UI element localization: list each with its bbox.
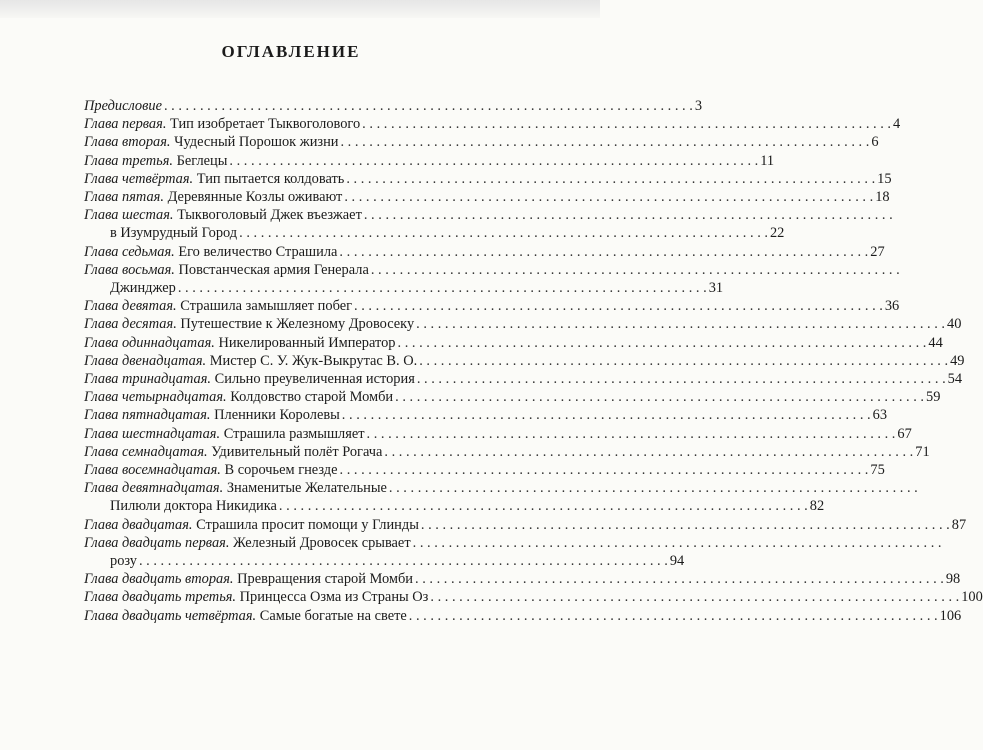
chapter-title: Страшила просит помощи у Глинды: [196, 516, 419, 533]
toc-entry-text: [84, 479, 387, 497]
dot-leader: [419, 352, 948, 370]
chapter-title: Беглецы: [176, 152, 228, 169]
dot-leader: [279, 497, 808, 515]
chapter-number: Глава шестнадцатая.: [84, 425, 221, 442]
chapter-title: Чудесный Порошок жизни: [174, 134, 339, 151]
toc-entry-line: [84, 334, 943, 352]
toc-entry: [84, 261, 724, 297]
page-number: 40: [947, 316, 962, 333]
toc-entry-line: [84, 388, 941, 406]
toc-entry-line: [84, 479, 498, 497]
toc-entry-text: [84, 425, 365, 443]
chapter-title-continuation: Пилюли доктора Никидика: [110, 498, 277, 515]
chapter-number: Глава девятнадцатая.: [84, 480, 224, 497]
chapter-number: Глава двадцать третья.: [84, 589, 237, 606]
toc-entry-text: [84, 406, 340, 424]
page-number: 100: [961, 589, 983, 606]
chapter-number: Глава двадцатая.: [84, 516, 193, 533]
toc-entry: [84, 170, 892, 188]
chapter-title: Его величество Страшила: [178, 243, 338, 260]
toc-entry-line: [84, 443, 930, 461]
chapter-title: Самые богатые на свете: [259, 607, 407, 624]
page-title: ОГЛАВЛЕНИЕ: [221, 42, 361, 61]
toc-entry-line: [84, 133, 879, 151]
chapter-number: Глава одиннадцатая.: [84, 334, 215, 351]
chapter-title: Удивительный полёт Рогача: [211, 443, 383, 460]
chapter-number: Глава двадцать четвёртая.: [84, 607, 257, 624]
chapter-title-continuation: Джинджер: [110, 280, 176, 297]
dot-leader: [395, 388, 924, 406]
toc-entry-line: [84, 534, 498, 552]
dot-leader: [413, 534, 942, 552]
chapter-title: Тип изобретает Тыквоголового: [170, 116, 361, 133]
chapter-number: Глава десятая.: [84, 316, 177, 333]
toc-entry-text: [84, 370, 415, 388]
page-number: 82: [809, 498, 825, 515]
dot-leader: [139, 552, 668, 570]
dot-leader: [389, 479, 918, 497]
page-number: 106: [939, 607, 962, 624]
dot-leader: [430, 588, 959, 606]
chapter-number: Глава двенадцатая.: [84, 352, 207, 369]
dot-leader: [416, 315, 945, 333]
toc-entry-line: [84, 370, 963, 388]
toc-entry: [84, 297, 900, 315]
toc-entry: [84, 516, 967, 534]
toc-entry-text: [84, 607, 407, 625]
dot-leader: [239, 224, 768, 242]
chapter-number: Предисловие: [84, 98, 162, 114]
chapter-title: Тип пытается колдовать: [196, 170, 345, 187]
dot-leader: [367, 425, 896, 443]
dot-leader: [362, 115, 891, 133]
toc-entry-line: [84, 170, 892, 188]
toc-entry: [84, 334, 943, 352]
page-number: 49: [950, 352, 965, 369]
chapter-number: Глава первая.: [84, 116, 167, 133]
toc-entry-continuation-line: [84, 552, 685, 570]
chapter-title: Никелированный Император: [218, 334, 396, 351]
page-number: 36: [884, 298, 900, 315]
toc-entry: [84, 406, 888, 424]
chapter-title: Тыквоголовый Джек въезжает: [177, 207, 362, 224]
chapter-number: Глава шестая.: [84, 207, 174, 224]
chapter-number: Глава восьмая.: [84, 261, 175, 278]
toc-entry-text: [84, 443, 382, 461]
toc-entry-text: [84, 206, 362, 224]
toc-entry: [84, 206, 785, 242]
toc-entry: [84, 133, 879, 151]
toc-entry-line: [84, 607, 962, 625]
dot-leader: [354, 297, 883, 315]
toc-entry-continuation-line: [84, 497, 825, 515]
toc-entry-line: [84, 461, 885, 479]
toc-entry-line: [84, 570, 961, 588]
chapter-title: Железный Дровосек срывает: [233, 534, 411, 551]
toc-entry: [84, 534, 685, 570]
toc-entry: [84, 588, 983, 606]
dot-leader: [417, 370, 946, 388]
toc-entry-text: [84, 516, 419, 534]
toc-entry: [84, 115, 901, 133]
page-number: 54: [947, 371, 963, 388]
dot-leader: [409, 607, 938, 625]
chapter-title: Деревянные Козлы оживают: [167, 189, 343, 206]
toc-entry-text: [84, 243, 337, 261]
chapter-title: Повстанческая армия Генерала: [178, 261, 369, 278]
chapter-number: Глава пятнадцатая.: [84, 407, 211, 424]
dot-leader: [346, 170, 875, 188]
dot-leader: [342, 406, 871, 424]
page-number: 3: [694, 98, 703, 114]
dot-leader: [371, 261, 900, 279]
chapter-number: Глава двадцать вторая.: [84, 571, 234, 588]
toc-entry-text: [84, 570, 413, 588]
toc-entry: [84, 243, 885, 261]
toc-entry-line: [84, 188, 890, 206]
dot-leader: [229, 152, 758, 170]
page-number: 98: [945, 571, 961, 588]
chapter-number: Глава восемнадцатая.: [84, 462, 221, 479]
page-number: 44: [928, 334, 943, 351]
toc-entry: [84, 97, 703, 115]
chapter-number: Глава четырнадцатая.: [84, 389, 227, 406]
dot-leader: [364, 206, 893, 224]
page-number: 31: [708, 280, 724, 297]
toc-entry-text: [84, 261, 369, 279]
dot-leader: [340, 461, 869, 479]
toc-entry: [84, 315, 962, 333]
page-number: 67: [897, 425, 912, 442]
chapter-title: Принцесса Озма из Страны Оз: [239, 589, 429, 606]
toc-entry-line: [84, 115, 901, 133]
toc-entry-continuation-line: [84, 224, 785, 242]
toc-entry-line: [84, 315, 962, 333]
chapter-number: Глава девятая.: [84, 298, 177, 315]
toc-entry-text: [84, 170, 344, 188]
page-number: 4: [893, 116, 901, 133]
dot-leader: [339, 243, 868, 261]
toc-entry-text: [84, 534, 411, 552]
chapter-number: Глава четвёртая.: [84, 170, 194, 187]
toc-entry-line: [84, 206, 498, 224]
dot-leader: [340, 133, 869, 151]
toc-entry: [84, 188, 890, 206]
toc-entry-line: [84, 243, 885, 261]
dot-leader: [178, 279, 707, 297]
toc-entry-continuation-line: [84, 279, 724, 297]
toc-entry: [84, 479, 825, 515]
chapter-number: Глава седьмая.: [84, 243, 175, 260]
chapter-title: Страшила замышляет побег: [180, 298, 352, 315]
toc-list: [84, 97, 983, 625]
chapter-number: Глава тринадцатая.: [84, 371, 212, 388]
chapter-title: Превращения старой Момби: [237, 571, 413, 588]
toc-entry-text: [84, 315, 414, 333]
page-number: 11: [760, 152, 775, 169]
chapter-title: Мистер С. У. Жук-Выкрутас В. О.: [209, 352, 418, 369]
toc-entry: [84, 352, 965, 370]
toc-entry-text: [84, 297, 352, 315]
page-top-edge: [0, 0, 600, 18]
toc-entry: [84, 570, 961, 588]
page-number: 87: [951, 516, 967, 533]
toc-entry-text: [84, 334, 396, 352]
toc-entry-line: [84, 352, 965, 370]
chapter-number: Глава двадцать первая.: [84, 534, 230, 551]
toc-entry: [84, 607, 962, 625]
chapter-number: Глава вторая.: [84, 134, 171, 151]
dot-leader: [344, 188, 873, 206]
toc-entry-line: [84, 588, 983, 606]
toc-entry-text: [84, 152, 227, 170]
page-number: 22: [769, 225, 785, 242]
toc-entry-line: [84, 97, 703, 115]
toc-entry-text: [84, 588, 428, 606]
page-number: 27: [870, 243, 885, 260]
toc-entry: [84, 370, 963, 388]
toc-entry-text: [84, 97, 162, 115]
toc-entry-text: [84, 388, 393, 406]
toc-entry-line: [84, 516, 967, 534]
chapter-title-continuation: розу: [110, 553, 137, 570]
dot-leader: [415, 570, 944, 588]
toc-entry-line: [84, 261, 498, 279]
toc-entry-text: [84, 115, 360, 133]
toc-entry-line: [84, 152, 775, 170]
toc-entry-line: [84, 297, 900, 315]
toc-entry-text: [84, 133, 338, 151]
toc-entry-text: [84, 188, 342, 206]
chapter-title: В сорочьем гнезде: [224, 462, 338, 479]
chapter-number: Глава третья.: [84, 152, 174, 169]
chapter-title: Пленники Королевы: [214, 407, 340, 424]
page-number: 63: [872, 407, 888, 424]
page-number: 6: [871, 134, 879, 151]
dot-leader: [164, 97, 693, 115]
chapter-number: Глава семнадцатая.: [84, 443, 208, 460]
page-number: 59: [926, 389, 941, 406]
toc-entry: [84, 425, 912, 443]
toc-entry-line: [84, 406, 888, 424]
page-number: 18: [875, 189, 890, 206]
dot-leader: [421, 516, 950, 534]
chapter-title: Сильно преувеличенная история: [214, 371, 415, 388]
page-number: 71: [915, 443, 930, 460]
toc-entry-line: [84, 425, 912, 443]
toc-entry: [84, 461, 885, 479]
dot-leader: [398, 334, 927, 352]
toc-entry: [84, 152, 775, 170]
chapter-title: Страшила размышляет: [223, 425, 365, 442]
page-number: 15: [877, 170, 892, 187]
toc-entry: [84, 388, 941, 406]
toc-entry-text: [84, 461, 338, 479]
page-number: 94: [669, 553, 685, 570]
page-number: 75: [870, 462, 885, 479]
chapter-title-continuation: в Изумрудный Город: [110, 225, 238, 242]
toc-entry-text: [84, 352, 417, 370]
chapter-number: Глава пятая.: [84, 189, 164, 206]
toc-entry: [84, 443, 930, 461]
chapter-title: Путешествие к Железному Дровосеку: [180, 316, 415, 333]
dot-leader: [384, 443, 913, 461]
chapter-title: Знаменитые Желательные: [226, 480, 387, 497]
chapter-title: Колдовство старой Момби: [230, 389, 394, 406]
